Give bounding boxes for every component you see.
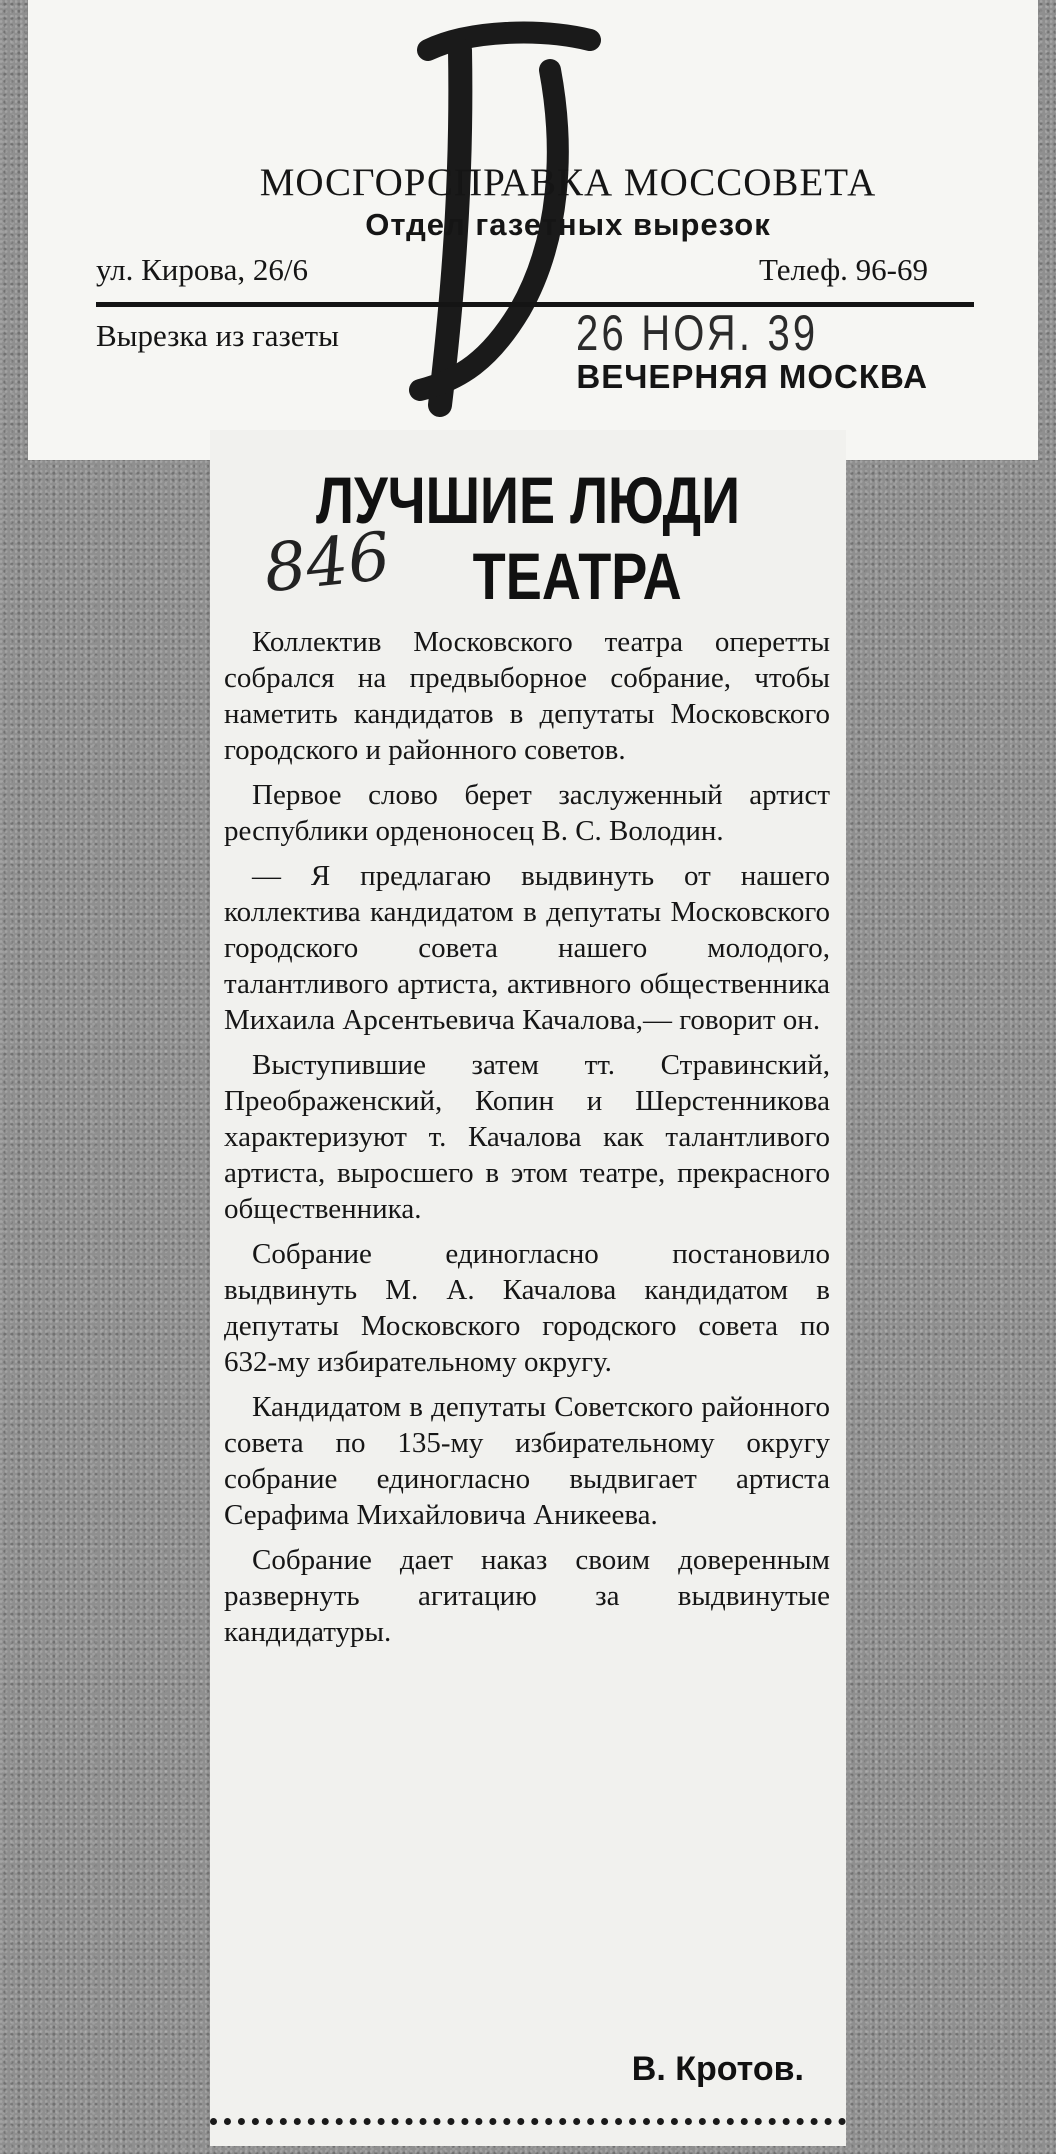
article-author: В. Кротов. xyxy=(631,2050,804,2088)
department-name: Отдел газетных вырезок xyxy=(365,207,771,242)
handwritten-inventory-number: 846 xyxy=(260,517,394,608)
bottom-dotted-rule xyxy=(210,2118,846,2125)
newspaper-name: ВЕЧЕРНЯЯ МОСКВА xyxy=(576,358,928,395)
phone-number: Телеф. 96-69 xyxy=(758,252,928,287)
clipping-service-label xyxy=(28,0,1038,460)
organization-name: МОСГОРСПРАВКА МОССОВЕТА xyxy=(259,161,877,204)
headline-line-2: ТЕАТРА xyxy=(472,539,682,613)
article-paragraph: Коллектив Московского театра оперетты собрался на предвыборное собрание, чтобы наметить кандидатов в депутаты Московского городского и районного советов. xyxy=(224,626,830,766)
article-paragraph: Собрание дает наказ своим доверенным развернуть агитацию за выдвинутые кандидатуры. xyxy=(224,1544,830,1648)
article-body xyxy=(224,624,830,1659)
newspaper-clipping xyxy=(210,430,846,2146)
article-paragraph: — Я предлагаю выдвинуть от нашего коллектива кандидатом в депутаты Московского городского совета нашего молодого, талантливого артиста, активного общественника Михаила Арсентьевича Качалова,— говорит он. xyxy=(224,860,830,1036)
article-paragraph: Кандидатом в депутаты Советского районного совета по 135-му избирательному округу собрание единогласно выдвигает артиста Серафима Михайловича Аникеева. xyxy=(224,1391,830,1531)
article-paragraph: Первое слово берет заслуженный артист республики орденоносец В. С. Володин. xyxy=(224,779,830,847)
header-divider xyxy=(96,302,974,307)
article-paragraph: Выступившие затем тт. Стравинский, Преображенский, Копин и Шерстенникова характеризуют т. Качалова как талантливого артиста, выросшего в этом театре, прекрасного общественника. xyxy=(224,1049,830,1225)
article-paragraph: Собрание единогласно постановило выдвинуть М. А. Качалова кандидатом в депутаты Московского городского совета по 632-му избирательному округу. xyxy=(224,1238,830,1378)
address: ул. Кирова, 26/6 xyxy=(96,252,308,287)
clipping-label: Вырезка из газеты xyxy=(96,318,339,353)
date-stamp: 26 НОЯ. 39 xyxy=(576,305,819,361)
headline-line-1: ЛУЧШИЕ ЛЮДИ xyxy=(316,463,740,537)
